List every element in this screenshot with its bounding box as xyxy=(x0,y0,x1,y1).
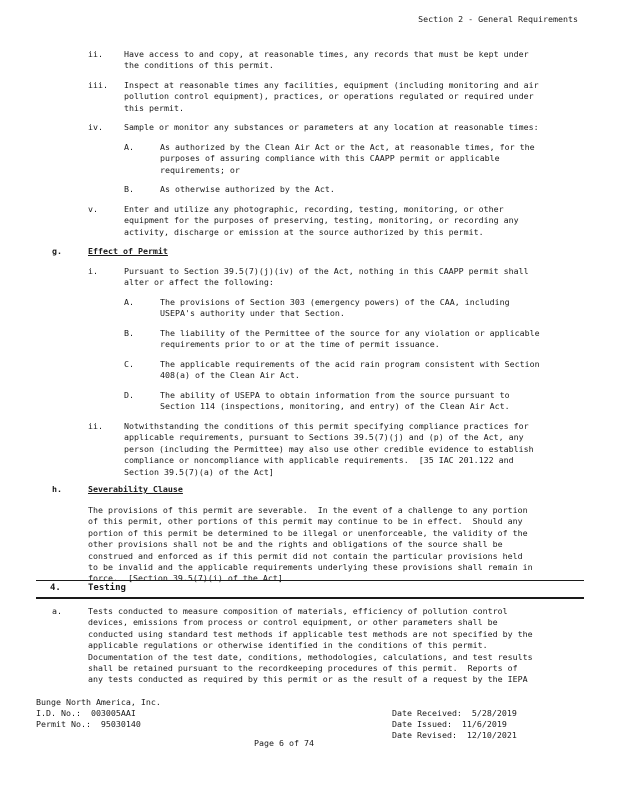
section-header: Section 2 - General Requirements xyxy=(418,14,578,24)
section-h-title: Severability Clause xyxy=(88,484,183,494)
item-iv-label: iv. xyxy=(88,122,103,132)
section-g-a-label: A. xyxy=(124,297,134,307)
section-g-title: Effect of Permit xyxy=(88,246,168,256)
item-v-label: v. xyxy=(88,204,98,214)
section-h-label: h. xyxy=(52,484,62,494)
section-g-ii-label: ii. xyxy=(88,421,103,431)
footer-permit-no: Permit No.: 95030140 xyxy=(36,719,141,729)
footer-date-revised: Date Revised: 12/10/2021 xyxy=(392,730,517,740)
item-iv-a-text: As authorized by the Clean Air Act or the Act, at reasonable times, for the purposes of assuring compliance with this CAAPP permit or applicable requirements; or xyxy=(160,142,535,175)
item-iii-label: iii. xyxy=(88,80,108,90)
footer-company: Bunge North America, Inc. xyxy=(36,697,161,707)
section-h-text: The provisions of this permit are severable. In the event of a challenge to any portion of this permit, other portions of this permit may continue to be in effect. Should any portion of this permit be determined to be illegal or unenforceable, the validity of the other provisions shall not be and the rights and obligations of the source shall be construed and enforced as if this permit did not contain the particular provisions held to be invalid and the applicable requirements underlying these provisions shall remain in force. [Section 39.5(7)(i) of the Act] xyxy=(88,505,533,584)
item-v-text: Enter and utilize any photographic, recording, testing, monitoring, or other equipment for the purposes of preserving, testing, monitoring, or recording any activity, discharge or emission at the source authorized by this permit. xyxy=(124,204,519,237)
item-iv-b-label: B. xyxy=(124,184,134,194)
section-g-a-text: The provisions of Section 303 (emergency powers) of the CAA, including USEPA's authority under that Section. xyxy=(160,297,510,319)
footer-date-received: Date Received: 5/28/2019 xyxy=(392,708,517,718)
item-iv-text: Sample or monitor any substances or parameters at any location at reasonable times: xyxy=(124,122,539,132)
section-g-d-text: The ability of USEPA to obtain information from the source pursuant to Section 114 (inspections, monitoring, and entry) of the Clean Air Act. xyxy=(160,390,510,412)
footer-date-issued: Date Issued: 11/6/2019 xyxy=(392,719,507,729)
item-iv-a-label: A. xyxy=(124,142,134,152)
item-iii-text: Inspect at reasonable times any facilities, equipment (including monitoring and air pollution control equipment), practices, or operations regulated or required under this permit. xyxy=(124,80,539,113)
section-g-i-label: i. xyxy=(88,266,98,276)
item-ii-text: Have access to and copy, at reasonable times, any records that must be kept under the conditions of this permit. xyxy=(124,49,529,71)
footer-id-no: I.D. No.: 003005AAI xyxy=(36,708,136,718)
section-4-a-text: Tests conducted to measure composition of materials, efficiency of pollution control devices, emissions from process or control equipment, or other parameters shall be conducted using standard test methods if applicable test methods are not specified by the applicable regulations or otherwise identified in the conditions of this permit. Documentation of the test date, conditions, methodologies, calculations, and test results shall be retained pursuant to the recordkeeping procedures of this permit. Reports of any tests conducted as required by this permit or as the result of a request by the IEPA xyxy=(88,606,533,685)
section-g-ii-text: Notwithstanding the conditions of this permit specifying compliance practices for applicable requirements, pursuant to Sections 39.5(7)(j) and (p) of the Act, any person (including the Permittee) may also use other credible evidence to establish compliance or noncompliance with applicable requirements. [35 IAC 201.122 and Section 39.5(7)(a) of the Act] xyxy=(124,421,534,477)
section-g-b-label: B. xyxy=(124,328,134,338)
item-iv-b-text: As otherwise authorized by the Act. xyxy=(160,184,335,194)
section-4-a-label: a. xyxy=(52,606,62,616)
section-4-number: 4. xyxy=(50,583,61,593)
item-ii-label: ii. xyxy=(88,49,103,59)
section-g-c-text: The applicable requirements of the acid rain program consistent with Section 408(a) of the Clean Air Act. xyxy=(160,359,540,381)
section-g-i-text: Pursuant to Section 39.5(7)(j)(iv) of the Act, nothing in this CAAPP permit shall alter or affect the following: xyxy=(124,266,529,288)
section-4-title: Testing xyxy=(88,583,126,593)
section-4-heading-bar xyxy=(36,580,584,599)
section-g-b-text: The liability of the Permittee of the source for any violation or applicable requirements prior to or at the time of permit issuance. xyxy=(160,328,540,350)
section-g-c-label: C. xyxy=(124,359,134,369)
footer-page-number: Page 6 of 74 xyxy=(254,738,314,748)
section-g-label: g. xyxy=(52,246,62,256)
section-g-d-label: D. xyxy=(124,390,134,400)
